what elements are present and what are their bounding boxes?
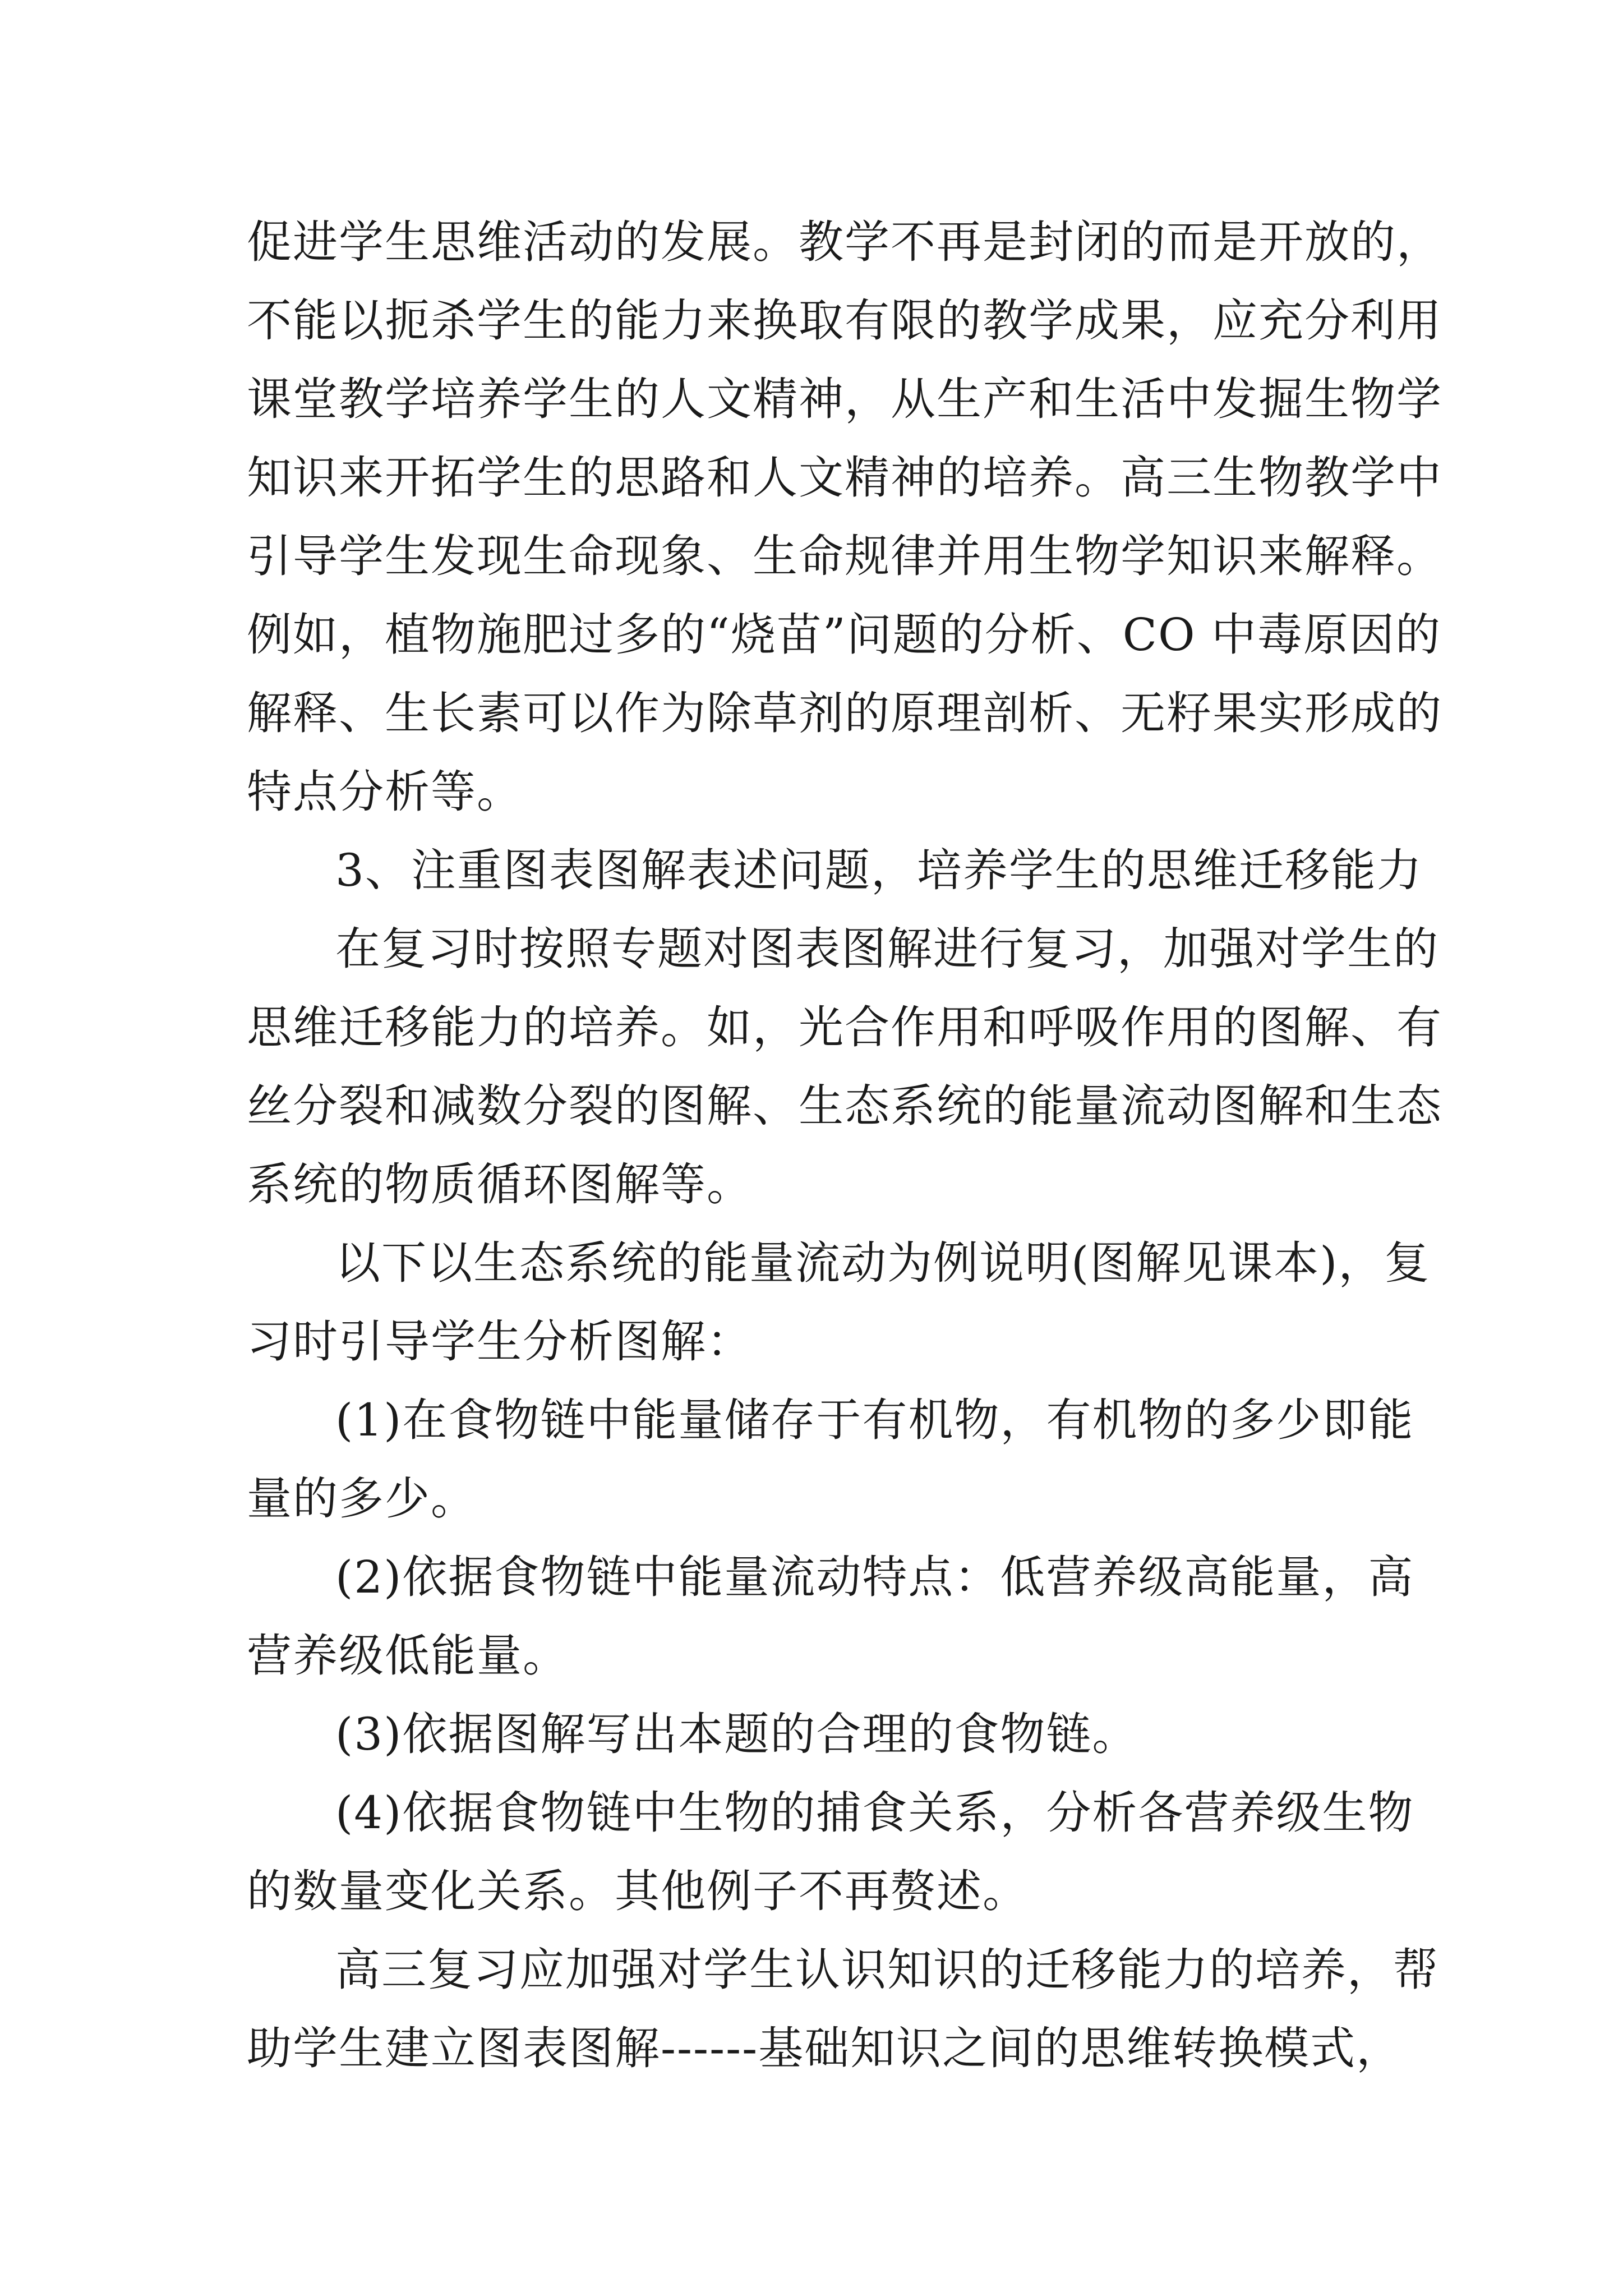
text-line: 系统的物质循环图解等。 — [247, 1158, 753, 1211]
text-line: 在复习时按照专题对图表图解进行复习，加强对学生的 — [335, 923, 1439, 975]
text-line: 量的多少。 — [247, 1473, 477, 1525]
list-item-line: (3)依据图解写出本题的合理的食物链。 — [335, 1708, 1138, 1760]
text-line: 丝分裂和减数分裂的图解、生态系统的能量流动图解和生态 — [247, 1080, 1442, 1132]
section-heading: 3、注重图表图解表述问题，培养学生的思维迁移能力 — [335, 844, 1423, 896]
text-line: 营养级低能量。 — [247, 1630, 569, 1682]
text-line: 促进学生思维活动的发展。教学不再是封闭的而是开放的， — [247, 216, 1442, 268]
text-line: 的数量变化关系。其他例子不再赘述。 — [247, 1865, 1029, 1917]
text-line: 知识来开拓学生的思路和人文精神的培养。高三生物教学中 — [247, 452, 1442, 504]
text-line: 助学生建立图表图解------基础知识之间的思维转换模式， — [247, 2022, 1403, 2074]
text-line: 引导学生发现生命现象、生命规律并用生物学知识来解释。 — [247, 530, 1442, 582]
text-line: 特点分析等。 — [247, 766, 523, 818]
list-item-line: (1)在食物链中能量储存于有机物，有机物的多少即能 — [335, 1394, 1414, 1446]
text-line: 思维迁移能力的培养。如，光合作用和呼吸作用的图解、有 — [247, 1001, 1442, 1053]
text-line: 不能以扼杀学生的能力来换取有限的教学成果，应充分利用 — [247, 295, 1442, 347]
text-line: 例如，植物施肥过多的“烧苗”问题的分析、CO 中毒原因的 — [247, 609, 1442, 661]
text-line: 高三复习应加强对学生认识知识的迁移能力的培养，帮 — [335, 1944, 1439, 1996]
text-line: 解释、生长素可以作为除草剂的原理剖析、无籽果实形成的 — [247, 687, 1442, 739]
text-line: 课堂教学培养学生的人文精神，从生产和生活中发掘生物学 — [247, 373, 1442, 425]
text-line: 以下以生态系统的能量流动为例说明(图解见课本)，复 — [335, 1237, 1431, 1289]
text-line: 习时引导学生分析图解： — [247, 1315, 753, 1368]
list-item-line: (4)依据食物链中生物的捕食关系，分析各营养级生物 — [335, 1787, 1414, 1839]
list-item-line: (2)依据食物链中能量流动特点：低营养级高能量，高 — [335, 1551, 1414, 1603]
body-text — [247, 203, 1442, 2088]
